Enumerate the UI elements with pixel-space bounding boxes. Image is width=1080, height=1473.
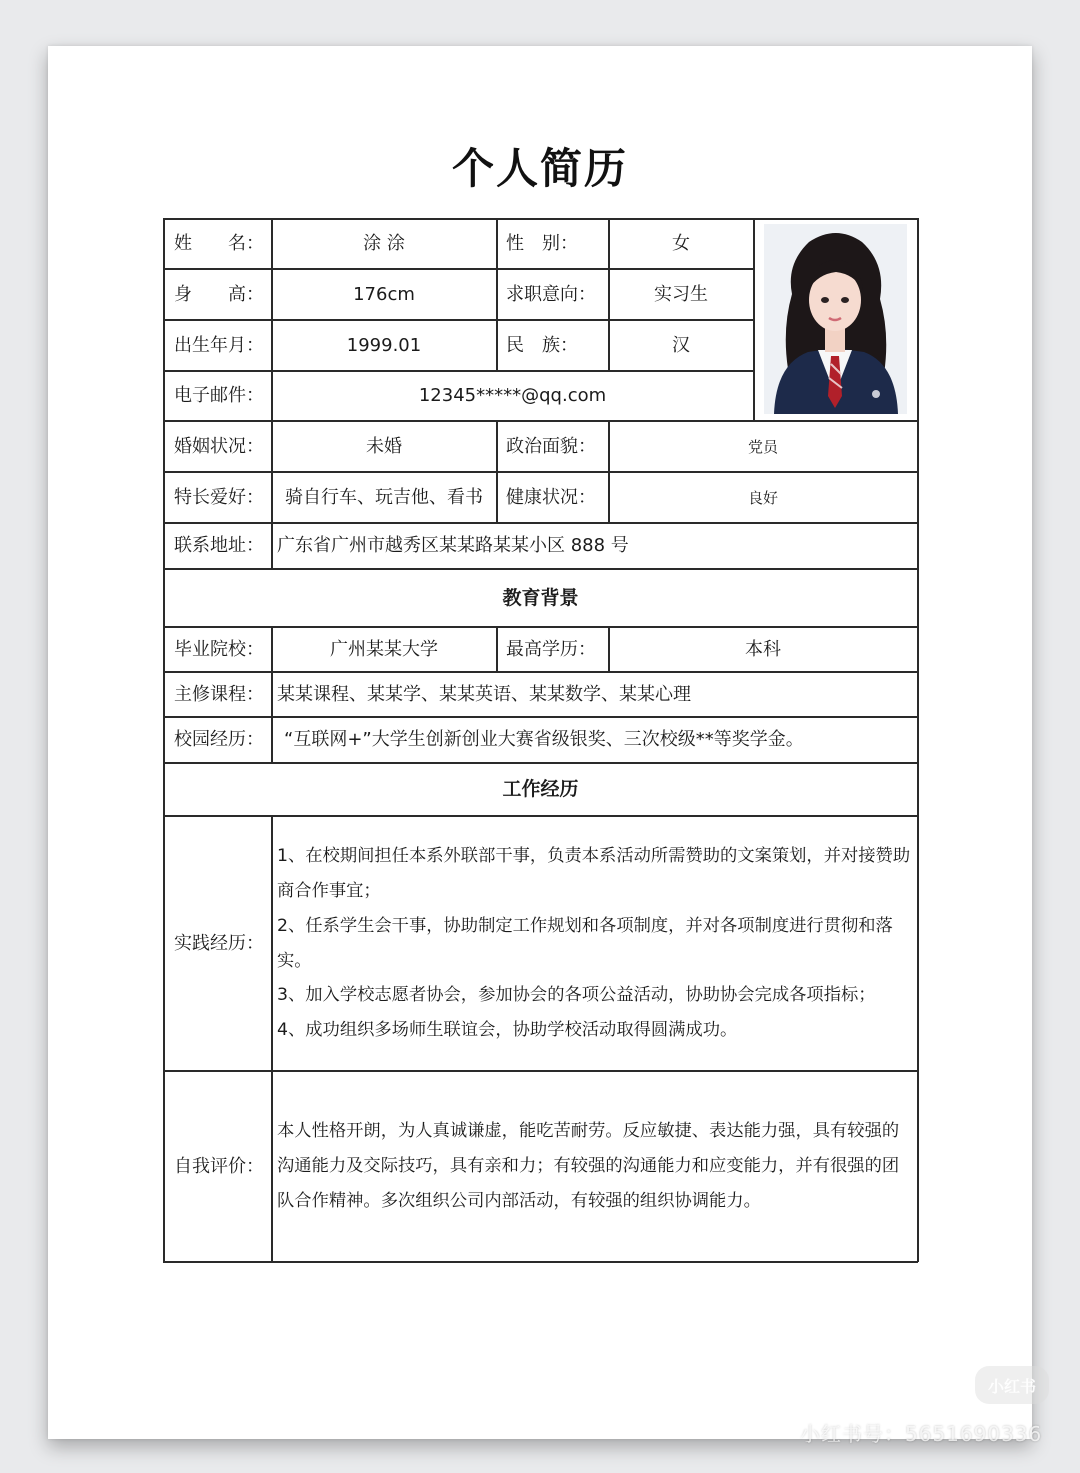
gender-label: 性 别： <box>506 233 578 255</box>
height-label: 身 高： <box>174 283 264 305</box>
political-value: 党员 <box>747 437 778 456</box>
grid-line <box>163 471 918 473</box>
self-eval-text: 本人性格开朗，为人真诚谦虚，能吃苦耐劳。反应敏捷、表达能力强，具有较强的沟通能力及交际技巧，具有亲和力；有较强的沟通能力和应变能力，并有很强的团队合作精神。多次组织公司内部活动，有较强的组织协调能力。 <box>277 1121 900 1211</box>
practice-list <box>277 839 913 1048</box>
grid-line <box>271 218 273 569</box>
grid-line <box>496 218 498 371</box>
gender-value: 女 <box>672 233 690 255</box>
grid-line <box>271 816 273 1262</box>
portrait-photo <box>764 224 907 414</box>
grid-line <box>163 1070 918 1072</box>
table-border-left <box>163 218 165 1262</box>
watermark-id: 小红书号：5651690336 <box>800 1422 1043 1446</box>
political-label: 政治面貌： <box>506 435 596 457</box>
grid-line <box>163 568 918 570</box>
practice-content <box>272 816 917 1071</box>
practice-item: 1、在校期间担任本系外联部干事，负责本系活动所需赞助的文案策划，并对接赞助商合作事宜； <box>277 846 911 901</box>
watermark-badge-text: 小红书 <box>987 1376 1036 1396</box>
grid-line <box>163 626 918 628</box>
address-value: 广东省广州市越秀区某某路某某小区 888 号 <box>277 535 629 557</box>
grid-line <box>163 815 918 817</box>
address-label: 联系地址： <box>174 535 264 557</box>
email-label: 电子邮件： <box>174 385 264 407</box>
grid-line <box>496 627 498 672</box>
grid-line <box>608 218 610 371</box>
campus-value: “互联网+”大学生创新创业大赛省级银奖、三次校级**等奖学金。 <box>284 729 804 751</box>
school-label: 毕业院校： <box>174 638 264 660</box>
grid-line <box>163 420 918 422</box>
education-heading: 教育背景 <box>502 586 579 609</box>
work-heading: 工作经历 <box>502 778 579 801</box>
grid-line <box>163 671 918 673</box>
table-border-bottom <box>163 1261 918 1263</box>
birth-label: 出生年月： <box>174 334 264 356</box>
practice-item: 3、加入学校志愿者协会，参加协会的各项公益活动，协助协会完成各项指标； <box>277 985 876 1006</box>
grid-line <box>163 319 754 321</box>
table-border-top <box>163 218 918 220</box>
practice-item: 2、任系学生会干事，协助制定工作规划和各项制度，并对各项制度进行贯彻和落实。 <box>277 915 893 971</box>
degree-label: 最高学历： <box>506 638 596 660</box>
ethnicity-value: 汉 <box>672 334 690 356</box>
marital-value: 未婚 <box>366 435 402 457</box>
watermark-logo <box>975 1366 1049 1404</box>
practice-label: 实践经历： <box>174 932 264 954</box>
self-eval-label: 自我评价： <box>174 1155 264 1177</box>
grid-line <box>163 370 754 372</box>
intent-label: 求职意向： <box>506 283 596 305</box>
grid-line <box>163 716 918 718</box>
grid-line <box>608 627 610 672</box>
grid-line <box>163 762 918 764</box>
hobby-label: 特长爱好： <box>174 486 264 508</box>
health-value: 良好 <box>747 488 778 507</box>
degree-value: 本科 <box>745 638 781 660</box>
page-title: 个人简历 <box>451 144 628 193</box>
grid-line <box>163 268 754 270</box>
courses-label: 主修课程： <box>174 683 264 705</box>
name-label: 姓 名： <box>174 233 264 255</box>
email-value: 12345*****@qq.com <box>418 385 607 407</box>
marital-label: 婚姻状况： <box>174 435 264 457</box>
height-value: 176cm <box>353 283 415 305</box>
grid-line <box>163 522 918 524</box>
birth-value: 1999.01 <box>346 334 422 356</box>
intent-value: 实习生 <box>654 283 708 305</box>
health-label: 健康状况： <box>506 486 596 508</box>
portrait-illustration <box>764 224 907 414</box>
ethnicity-label: 民 族： <box>506 334 578 356</box>
practice-item: 4、成功组织多场师生联谊会，协助学校活动取得圆满成功。 <box>277 1020 738 1041</box>
name-value: 涂 涂 <box>363 233 405 255</box>
hobby-value: 骑自行车、玩吉他、看书 <box>285 486 483 508</box>
self-eval-content <box>272 1071 917 1262</box>
grid-line <box>271 627 273 763</box>
campus-label: 校园经历： <box>174 729 264 751</box>
school-value: 广州某某大学 <box>330 638 438 660</box>
table-border-right <box>917 218 919 1262</box>
courses-value: 某某课程、某某学、某某英语、某某数学、某某心理 <box>277 683 691 705</box>
